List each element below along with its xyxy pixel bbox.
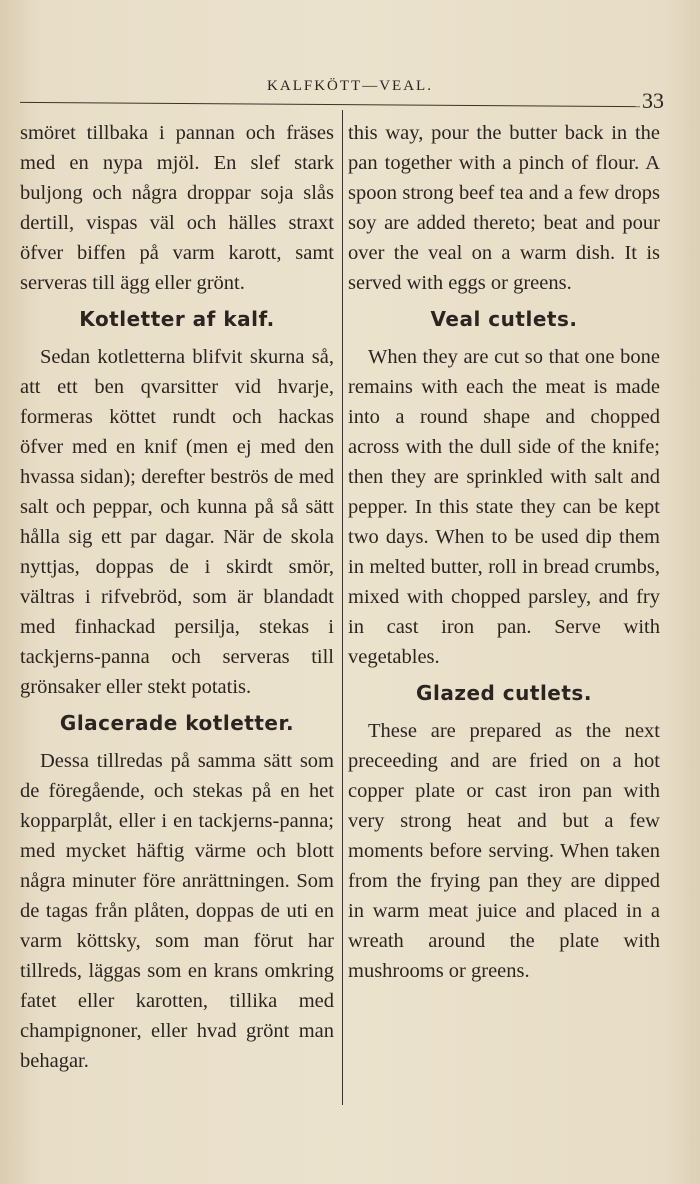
english-veal-cutlets-text: When they are cut so that one bone remains with each the meat is made into a round shape and chopped across with the dull side of the knife; then they are sprinkled with salt and pepper. In this state they can be kept two days. When to be used dip them in melted butter, roll in bread crumbs, mixed with chopped parsley, and fry in cast iron pan. Serve with vegetables. xyxy=(348,346,660,668)
english-continuation-text: this way, pour the butter back in the pan together with a pinch of flour. A spoon strong beef tea and a few drops soy are added thereto; beat and pour over the veal on a warm dish. It is served with eggs or greens. xyxy=(348,122,660,294)
swedish-kotletter-text: Sedan kotletterna blifvit skurna så, att ett ben qvarsitter vid hvarje, formeras köttet rundt och hackas öfver med en knif (men ej med den hvassa sidan); derefter beströs de med salt och peppar, och kunna på så sätt hålla sig ett par dagar. När de skola nyttjas, doppas de i skirdt smör, vältras i rifvebröd, som är blandadt med finhackad persilja, stekas i tackjerns-panna och serveras till grönsaker eller stekt potatis. xyxy=(20,346,334,698)
swedish-heading-glacerade: Glacerade kotletter. xyxy=(59,711,295,735)
swedish-heading-kotletter: Kotletter af kalf. xyxy=(79,307,275,331)
column-divider xyxy=(342,110,343,1105)
running-title: KALFKÖTT—VEAL. xyxy=(267,78,433,94)
english-heading-glazed-cutlets: Glazed cutlets. xyxy=(416,681,592,705)
page-number: 33 xyxy=(642,88,664,113)
header-rule xyxy=(20,102,640,107)
english-glazed-cutlets-text: These are prepared as the next preceeding and are fried on a hot copper plate or cast iron pan with very strong heat and but a few moments before serving. When taken from the frying pan they are dipped in warm meat juice and placed in a wreath around the plate with mushrooms or greens. xyxy=(348,720,660,982)
swedish-column xyxy=(20,118,334,1076)
swedish-continuation-text: smöret tillbaka i pannan och fräses med en nypa mjöl. En slef stark buljong och några droppar soja slås dertill, vispas väl och hälles straxt öfver biffen på varm karott, samt serveras till ägg eller grönt. xyxy=(20,122,334,294)
swedish-glacerade-text: Dessa tillredas på samma sätt som de föregående, och stekas på en het kopparplåt, eller i en tackjerns-panna; med mycket häftig värme och blott några minuter före anrättningen. Som de tagas från plåten, doppas de uti en varm köttsky, som man förut har tillreds, läggas som en krans omkring fatet eller karotten, tillika med champignoner, eller hvad grönt man behagar. xyxy=(20,750,334,1072)
english-heading-veal-cutlets: Veal cutlets. xyxy=(430,307,578,331)
english-column xyxy=(348,118,660,986)
